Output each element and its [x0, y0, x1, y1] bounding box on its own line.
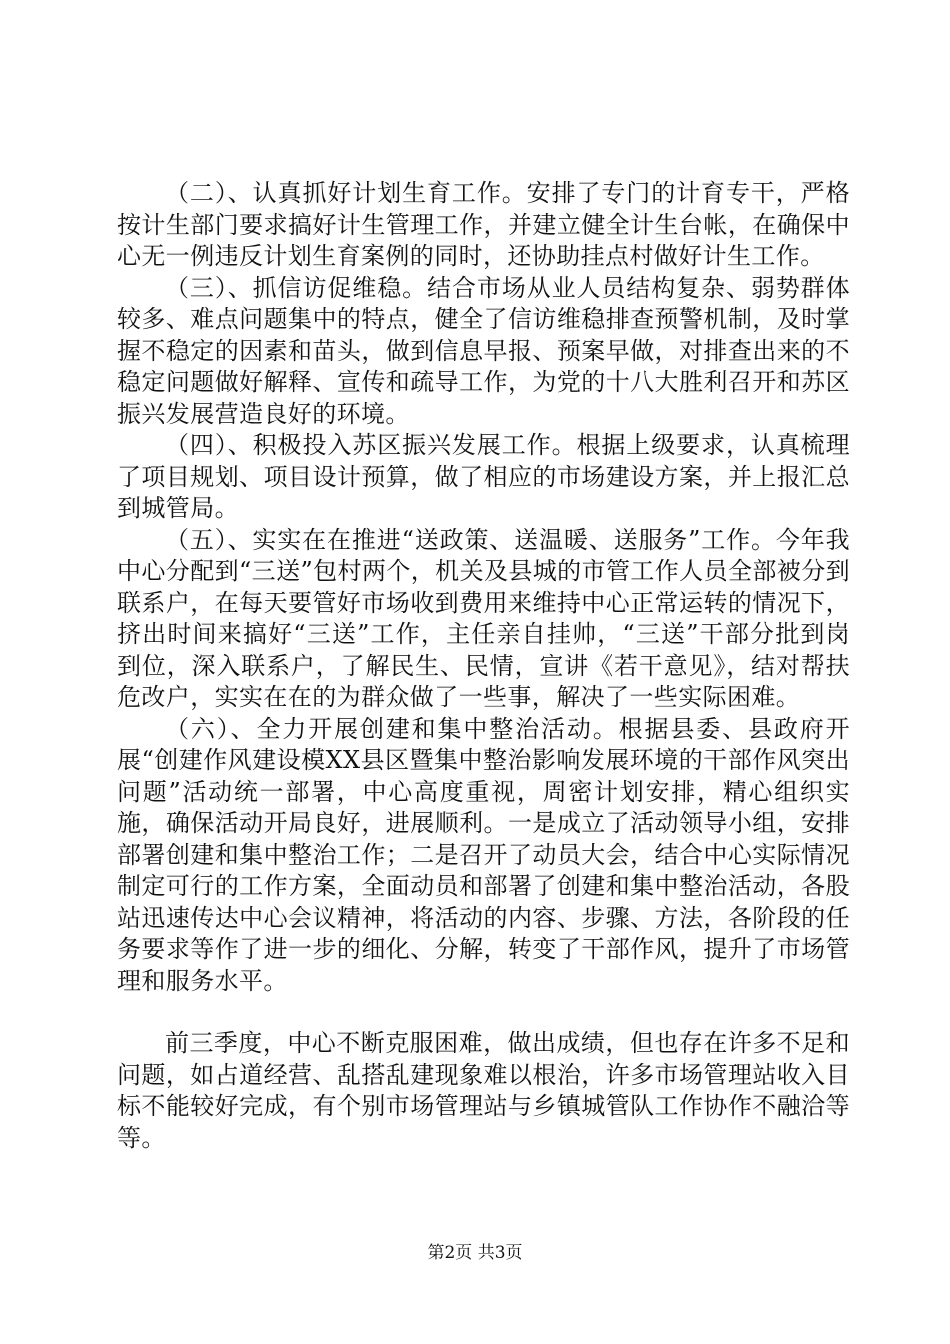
page-footer: 第2页 共3页	[427, 1243, 523, 1263]
paragraph-family-planning: （二）、认真抓好计划生育工作。安排了专门的计育专干，严格按计生部门要求搞好计生管理工作，并建立健全计生台帐，在确保中心无一例违反计划生育案例的同时，还协助挂点村做好计生工作。	[117, 179, 850, 270]
paragraph-rectification-campaign: （六）、全力开展创建和集中整治活动。根据县委、县政府开展“创建作风建设模XX县区暨集中整治影响发展环境的干部作风突出问题”活动统一部署，中心高度重视，周密计划安排，精心组织实施，确保活动开局良好，进展顺利。一是成立了活动领导小组，安排部署创建和集中整治工作；二是召开了动员大会，结合中心实际情况制定可行的工作方案，全面动员和部署了创建和集中整治活动，各股站迅速传达中心会议精神，将活动的内容、步骤、方法，各阶段的任务要求等作了进一步的细化、分解，转变了干部作风，提升了市场管理和服务水平。	[117, 714, 850, 995]
document-body	[117, 178, 850, 1154]
paragraph-three-sends: （五）、实实在在推进“送政策、送温暖、送服务”工作。今年我中心分配到“三送”包村两个，机关及县城的市管工作人员全部被分到联系户，在每天要管好市场收到费用来维持中心正常运转的情况下，挤出时间来搞好“三送”工作，主任亲自挂帅，“三送”干部分批到岗到位，深入联系户，了解民生、民情，宣讲《若干意见》，结对帮扶危改户，实实在在的为群众做了一些事，解决了一些实际困难。	[117, 525, 850, 711]
paragraph-petition-stability: （三）、抓信访促维稳。结合市场从业人员结构复杂、弱势群体较多、难点问题集中的特点，健全了信访维稳排查预警机制，及时掌握不稳定的因素和苗头，做到信息早报、预案早做，对排查出来的不稳定问题做好解释、宣传和疏导工作，为党的十八大胜利召开和苏区振兴发展营造良好的环境。	[117, 273, 850, 428]
paragraph-summary: 前三季度，中心不断克服困难，做出成绩，但也存在许多不足和问题，如占道经营、乱搭乱建现象难以根治，许多市场管理站收入目标不能较好完成，有个别市场管理站与乡镇城管队工作协作不融洽等等。	[117, 1029, 850, 1152]
paragraph-soviet-area-revitalization: （四）、积极投入苏区振兴发展工作。根据上级要求，认真梳理了项目规划、项目设计预算，做了相应的市场建设方案，并上报汇总到城管局。	[117, 431, 850, 522]
paragraph-gap	[117, 997, 850, 1028]
